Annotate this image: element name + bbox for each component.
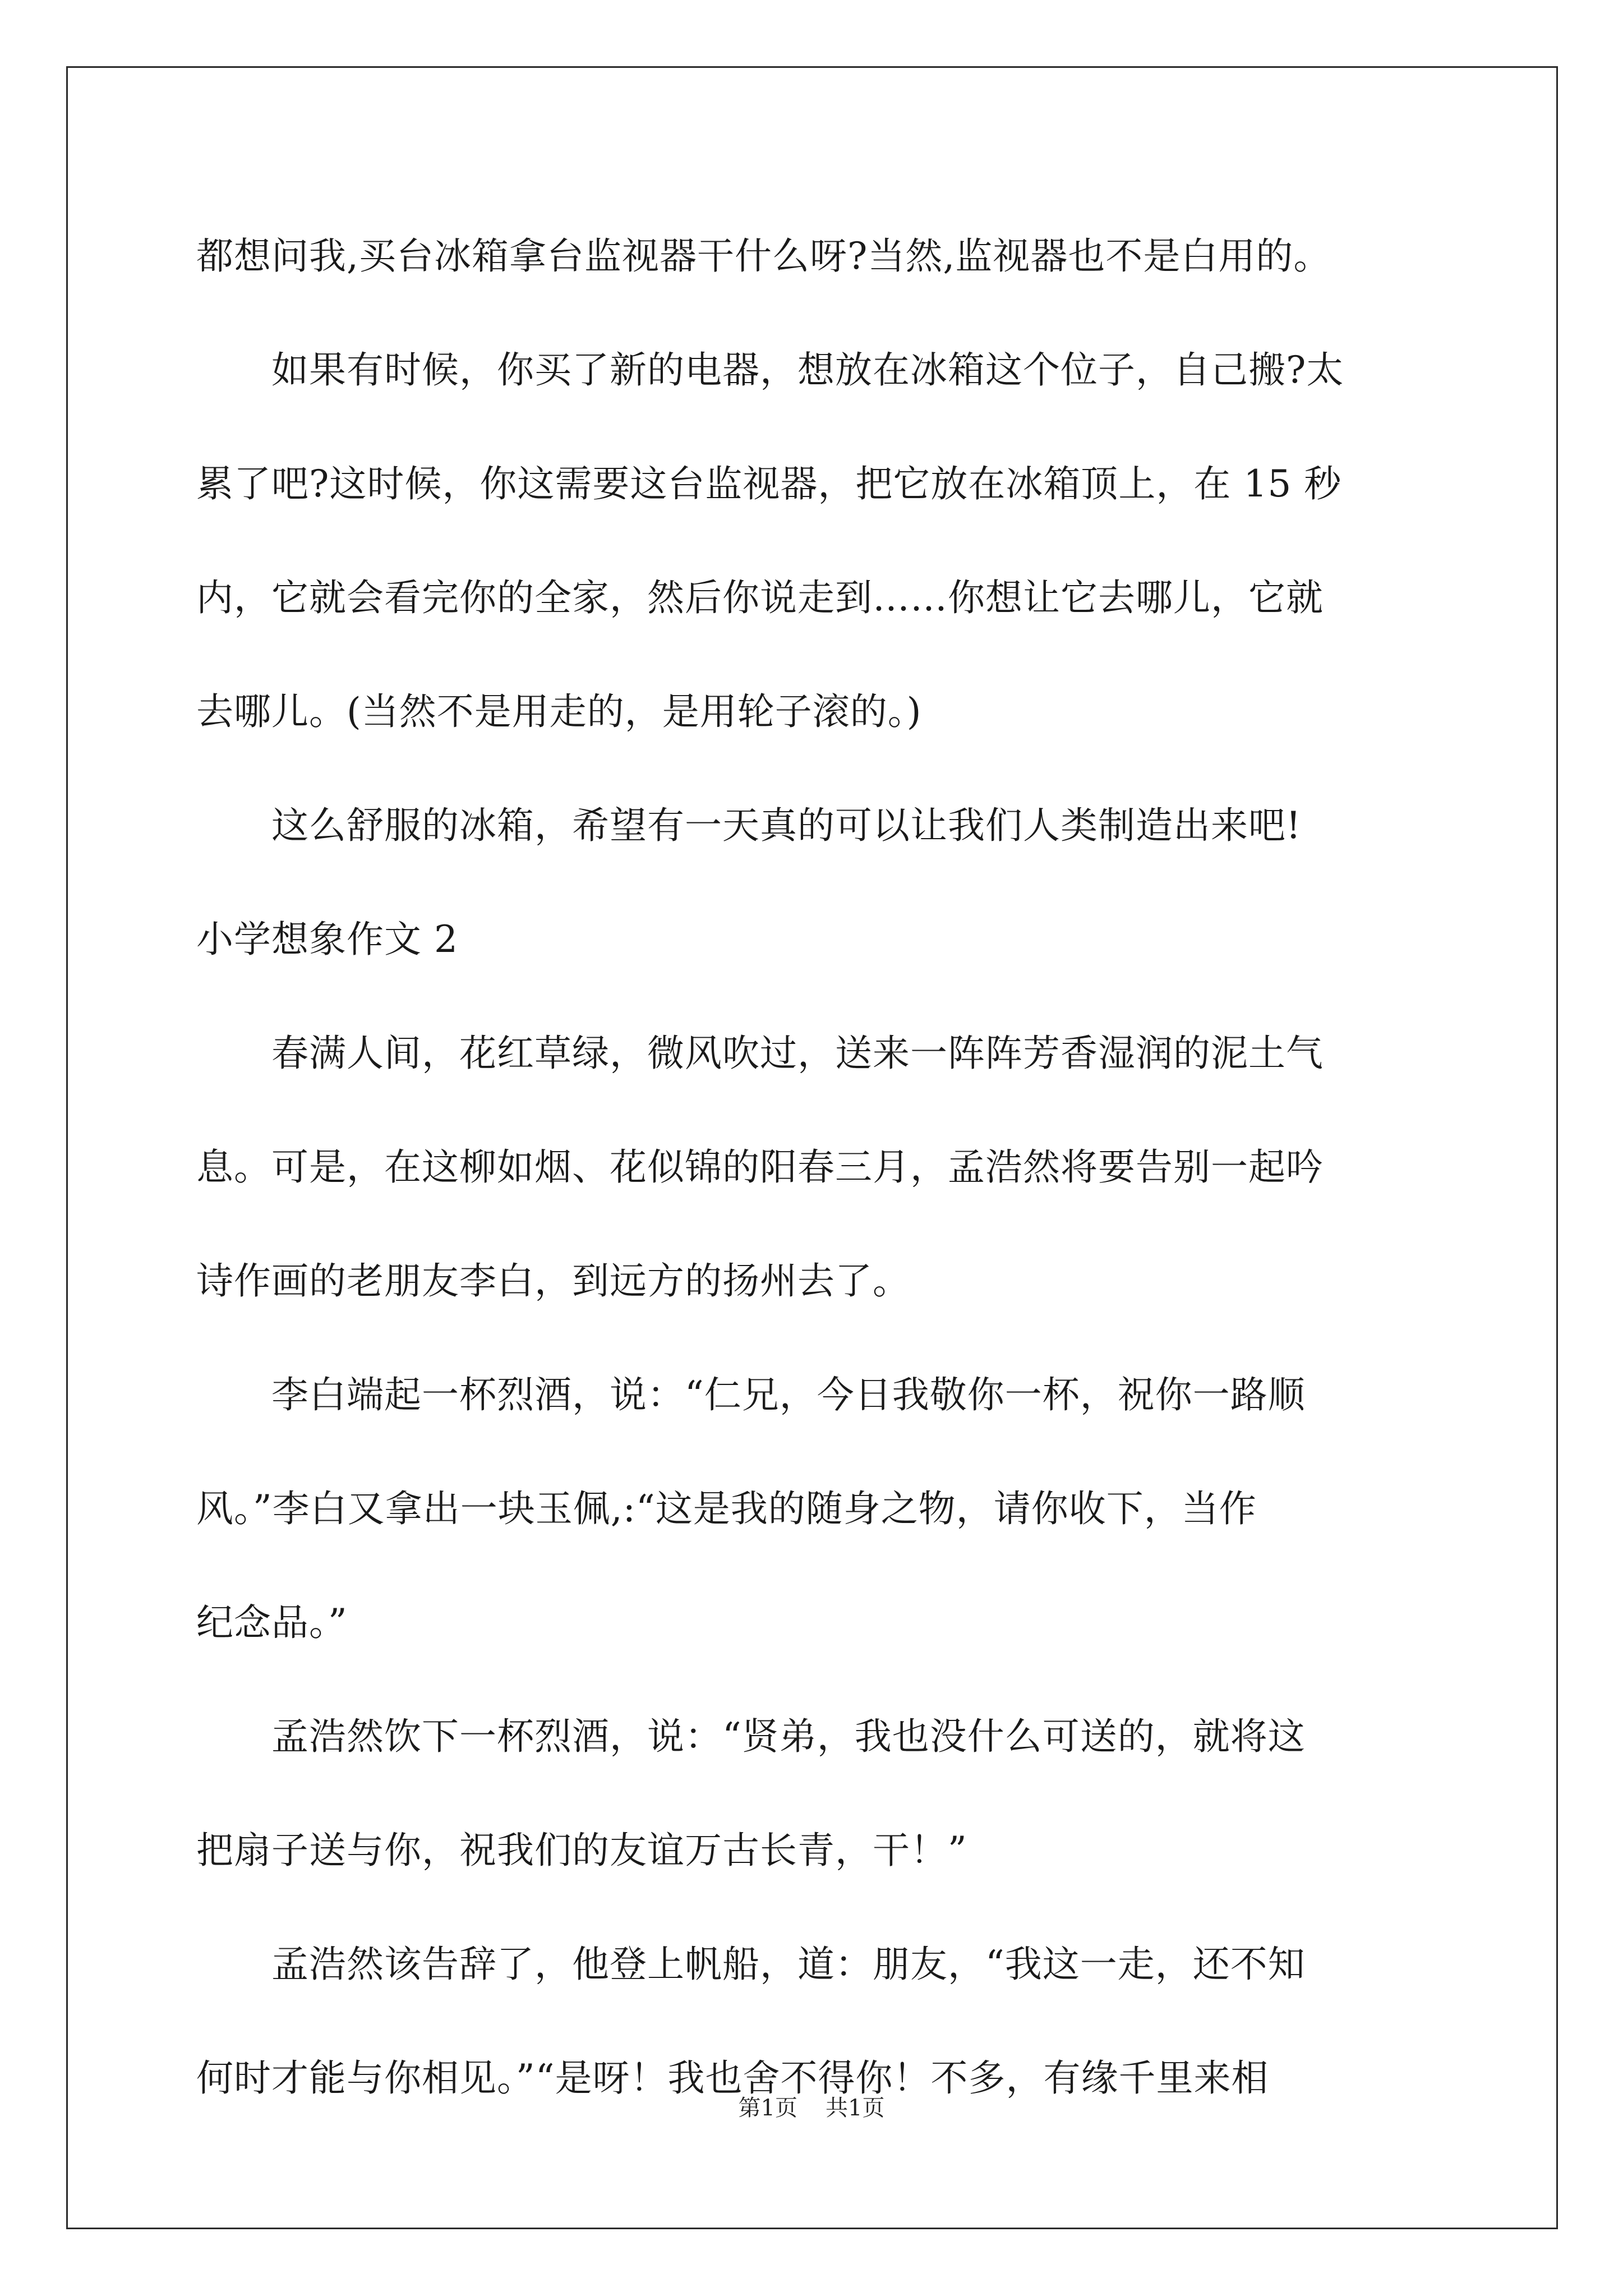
text-line: 去哪儿。(当然不是用走的，是用轮子滚的。): [196, 690, 922, 733]
text-line: 李白端起一杯烈酒，说：“仁兄，今日我敬你一杯，祝你一路顺: [196, 1373, 1306, 1416]
text-line: 都想问我,买台冰箱拿台监视器干什么呀?当然,监视器也不是白用的。: [196, 234, 1331, 278]
text-line: 累了吧?这时候，你这需要这台监视器，把它放在冰箱顶上，在 15 秒: [196, 462, 1342, 505]
text-line: 这么舒服的冰箱，希望有一天真的可以让我们人类制造出来吧!: [196, 804, 1302, 847]
text-line: 风。”李白又拿出一块玉佩,:“这是我的随身之物，请你收下，当作: [196, 1487, 1257, 1530]
text-line: 诗作画的老朋友李白，到远方的扬州去了。: [196, 1259, 910, 1303]
text-line: 孟浩然该告辞了，他登上帆船，道：朋友，“我这一走，还不知: [196, 1943, 1306, 1986]
section-heading: 小学想象作文 2: [196, 918, 458, 961]
page-footer: [0, 2091, 1623, 2125]
text-line: 春满人间，花红草绿，微风吹过，送来一阵阵芳香湿润的泥土气: [196, 1032, 1324, 1075]
text-line: 内，它就会看完你的全家，然后你说走到……你想让它去哪儿，它就: [196, 576, 1324, 619]
text-line: 孟浩然饮下一杯烈酒，说：“贤弟，我也没什么可送的，就将这: [196, 1715, 1306, 1758]
text-line: 息。可是，在这柳如烟、花似锦的阳春三月，孟浩然将要告别一起吟: [196, 1145, 1324, 1189]
page-number: 第1页: [738, 2095, 797, 2121]
text-line: 如果有时候，你买了新的电器，想放在冰箱这个位子，自己搬?太: [196, 348, 1344, 392]
page-total: 共1页: [826, 2095, 885, 2121]
text-line: 把扇子送与你，祝我们的友谊万古长青，干！”: [196, 1829, 967, 1872]
text-line: 纪念品。”: [196, 1601, 348, 1644]
text-line: 何时才能与你相见。”“是呀！我也舍不得你！不多，有缘千里来相: [196, 2056, 1269, 2100]
document-body: [196, 199, 1428, 2135]
